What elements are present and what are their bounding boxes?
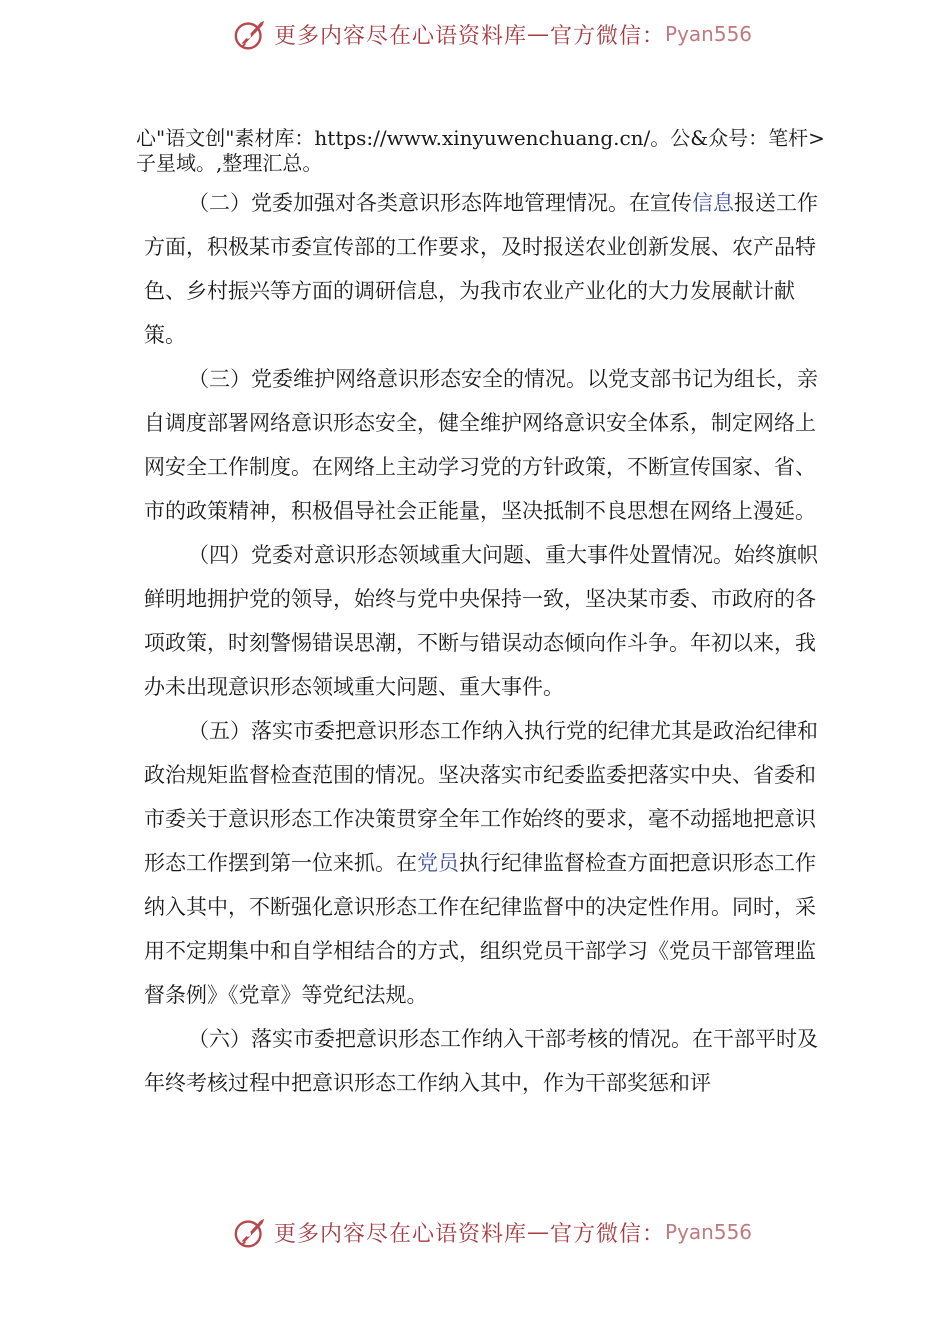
paragraph-list (144, 181, 824, 1105)
inline-link[interactable]: 党员 (417, 851, 459, 875)
paragraph-text: 报送工作方面，积极某市委宣传部的工作要求，及时报送农业创新发展、农产品特色、乡村振兴等方面的调研信息，为我市农业产业化的大力发展献计献策。 (144, 191, 818, 347)
paragraph (144, 181, 824, 357)
header-banner (0, 14, 950, 54)
paragraph-text: （二）党委加强对各类意识形态阵地管理情况。在宣传 (188, 191, 692, 215)
banner-wechat-id: Pyan556 (665, 22, 753, 46)
quill-pen-logo-icon (232, 15, 270, 53)
paragraph-text: （六）落实市委把意识形态工作纳入干部考核的情况。在干部平时及年终考核过程中把意识形态工作纳入其中，作为干部奖惩和评 (144, 1027, 818, 1095)
paragraph-text: （四）党委对意识形态领域重大问题、重大事件处置情况。始终旗帜鲜明地拥护党的领导，始终与党中央保持一致，坚决某市委、市政府的各项政策，时刻警惕错误思潮，不断与错误动态倾向作斗争。年初以来，我办未出现意识形态领域重大问题、重大事件。 (144, 543, 818, 699)
banner-brand: 更多内容尽在心语资料库 (274, 23, 528, 49)
quill-pen-logo-icon (232, 1213, 270, 1251)
banner-brand: 更多内容尽在心语资料库 (274, 1221, 528, 1247)
banner-wechat-label: 官方微信： (550, 23, 666, 49)
paragraph-text: （三）党委维护网络意识形态安全的情况。以党支部书记为组长，亲自调度部署网络意识形态安全，健全维护网络意识安全体系，制定网络上网安全工作制度。在网络上主动学习党的方针政策，不断宣传国家、省、市的政策精神，积极倡导社会正能量，坚决抵制不良思想在网络上漫延。 (144, 367, 818, 523)
banner-separator: — (527, 21, 551, 47)
banner-wechat-id: Pyan556 (665, 1220, 753, 1244)
paragraph-text: （五）落实市委把意识形态工作纳入执行党的纪律尤其是政治纪律和政治规矩监督检查范围的情况。坚决落实市纪委监委把落实中央、省委和市委关于意识形态工作决策贯穿全年工作始终的要求，毫不动摇地把意识形态工作摆到第一位来抓。在 (144, 719, 818, 875)
paragraph (144, 709, 824, 1017)
paragraph-text: 执行纪律监督检查方面把意识形态工作纳入其中，不断强化意识形态工作在纪律监督中的决定性作用。同时，采用不定期集中和自学相结合的方式，组织党员干部学习《党员干部管理监督条例》《党章》等党纪法规。 (144, 851, 816, 1007)
banner-separator: — (527, 1219, 551, 1245)
document-body (136, 126, 825, 1105)
source-note: 心"语文创"素材库：https://www.xinyuwenchuang.cn/。公&众号：笔杆>子星域。,整理汇总。 (136, 126, 825, 175)
paragraph (144, 533, 824, 709)
paragraph (144, 1017, 824, 1105)
paragraph (144, 357, 824, 533)
inline-link[interactable]: 信息 (692, 191, 734, 215)
banner-wechat-label: 官方微信： (550, 1221, 666, 1247)
footer-banner (0, 1212, 950, 1252)
